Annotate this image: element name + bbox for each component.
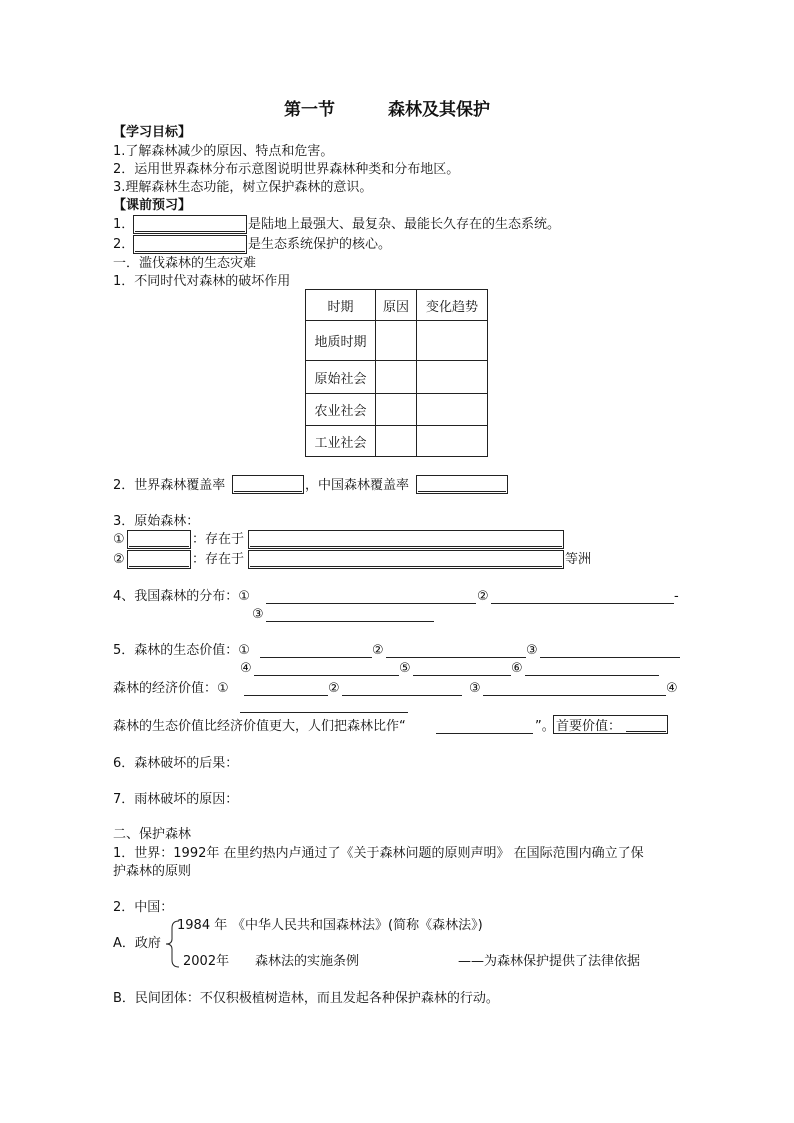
ngo-text: B．民间团体：不仅积极植树造林，而且发起各种保护森林的行动。	[113, 991, 499, 1006]
eco-value-blank-3[interactable]	[540, 657, 680, 658]
eco-marker-5: ⑤	[399, 661, 411, 676]
econ-marker-2: ②	[328, 681, 340, 696]
eco-value-blank-5[interactable]	[413, 675, 511, 676]
q4-dash: -	[674, 589, 679, 604]
table-row-label: 原始社会	[306, 361, 376, 394]
page-title: 森林及其保护	[388, 100, 490, 120]
compare-close: ”。	[535, 719, 555, 734]
china-coverage-box[interactable]	[416, 475, 508, 494]
preview-q1-number: 1．	[113, 217, 135, 232]
year-2002: 2002年	[183, 954, 230, 969]
preview-q2-answer-box[interactable]	[133, 235, 247, 254]
q3-heading: 3．原始森林：	[113, 514, 200, 529]
primary-value-label: 首要价值：	[556, 719, 622, 734]
q6-label: 6．森林破坏的后果：	[113, 756, 239, 771]
table-row-label: 工业社会	[306, 426, 376, 457]
eco-marker-6: ⑥	[511, 661, 523, 676]
table-row-label: 地质时期	[306, 321, 376, 361]
table-row-label: 农业社会	[306, 394, 376, 426]
table-cell-answer[interactable]	[417, 321, 488, 361]
eco-value-blank-1[interactable]	[260, 657, 372, 658]
world-coverage-box[interactable]	[232, 475, 304, 494]
preview-q2-text: 是生态系统保护的核心。	[248, 237, 392, 252]
table-cell-answer[interactable]	[417, 361, 488, 394]
econ-label: 森林的经济价值：①	[113, 681, 229, 696]
table-cell-answer[interactable]	[417, 426, 488, 457]
table-header-period: 时期	[306, 290, 376, 321]
q4-marker-2: ②	[477, 589, 489, 604]
q3-suffix: 等洲	[565, 552, 592, 567]
forest-location-2-box[interactable]	[248, 550, 564, 569]
econ-marker-3: ③	[469, 681, 481, 696]
eco-marker-4: ④	[240, 661, 252, 676]
q4-marker-3: ③	[252, 607, 264, 622]
eco-value-blank-6[interactable]	[525, 675, 659, 676]
part1-heading: 一．滥伐森林的生态灾难	[113, 256, 257, 271]
forest-location-1-box[interactable]	[248, 530, 564, 549]
compare-text: 森林的生态价值比经济价值更大，人们把森林比作“	[113, 719, 406, 734]
econ-value-blank-2[interactable]	[342, 695, 462, 696]
econ-marker-4: ④	[666, 681, 678, 696]
eco-value-blank-4[interactable]	[254, 675, 399, 676]
q5-label: 5．森林的生态价值：①	[113, 643, 250, 658]
law-note: ——为森林保护提供了法律依据	[458, 954, 641, 969]
compare-blank[interactable]	[436, 733, 533, 734]
eco-value-blank-2[interactable]	[386, 657, 526, 658]
government-label: A．政府	[113, 936, 161, 951]
econ-value-blank-4[interactable]	[240, 712, 408, 713]
q4-blank-1[interactable]	[266, 603, 476, 604]
econ-value-blank-1[interactable]	[244, 695, 328, 696]
preview-q2-number: 2．	[113, 237, 135, 252]
econ-value-blank-3[interactable]	[483, 695, 666, 696]
objective-item: 2．运用世界森林分布示意图说明世界森林种类和分布地区。	[113, 162, 460, 177]
preview-heading: 【课前预习】	[113, 198, 192, 213]
table-cell-answer[interactable]	[376, 426, 417, 457]
q2-china-coverage-label: ，中国森林覆盖率	[305, 478, 410, 493]
world-text-line2: 护森林的原则	[113, 864, 192, 879]
eco-marker-2: ②	[372, 643, 384, 658]
preview-q1-answer-box[interactable]	[133, 215, 247, 234]
china-label: 2．中国：	[113, 900, 174, 915]
table-cell-answer[interactable]	[376, 394, 417, 426]
preview-q1-text: 是陆地上最强大、最复杂、最能长久存在的生态系统。	[248, 217, 561, 232]
law-2002: 森林法的实施条例	[255, 954, 360, 969]
q3-marker-2: ②	[113, 552, 125, 567]
q4-blank-3[interactable]	[266, 621, 434, 622]
q4-label: 4、我国森林的分布：①	[113, 589, 250, 604]
year-1984: 1984 年	[177, 918, 228, 933]
part1-q1: 1．不同时代对森林的破坏作用	[113, 274, 291, 289]
table-cell-answer[interactable]	[417, 394, 488, 426]
law-1984: 《中华人民共和国森林法》(简称《森林法》)	[232, 918, 483, 933]
eco-marker-3: ③	[526, 643, 538, 658]
table-cell-answer[interactable]	[376, 361, 417, 394]
table-cell-answer[interactable]	[376, 321, 417, 361]
q2-world-coverage-label: 2．世界森林覆盖率	[113, 478, 226, 493]
objective-item: 3.理解森林生态功能，树立保护森林的意识。	[113, 180, 373, 195]
part2-heading: 二、保护森林	[113, 827, 192, 842]
table-header-cause: 原因	[376, 290, 417, 321]
forest-destruction-table	[305, 289, 488, 457]
q3-exist-label-2: ：存在于	[192, 552, 245, 567]
q3-exist-label-1: ：存在于	[192, 532, 245, 547]
q4-blank-2[interactable]	[491, 603, 674, 604]
q3-marker-1: ①	[113, 532, 125, 547]
forest-type-2-box[interactable]	[127, 550, 191, 569]
primary-value-blank[interactable]	[626, 731, 666, 732]
world-text-line1: 1．世界：1992年 在里约热内卢通过了《关于森林问题的原则声明》 在国际范围内确立了保	[113, 846, 644, 861]
table-header-trend: 变化趋势	[417, 290, 488, 321]
objectives-heading: 【学习目标】	[113, 125, 192, 140]
forest-type-1-box[interactable]	[127, 530, 191, 549]
section-number: 第一节	[284, 100, 335, 120]
objective-item: 1.了解森林减少的原因、特点和危害。	[113, 144, 334, 159]
q7-label: 7．雨林破坏的原因：	[113, 792, 239, 807]
